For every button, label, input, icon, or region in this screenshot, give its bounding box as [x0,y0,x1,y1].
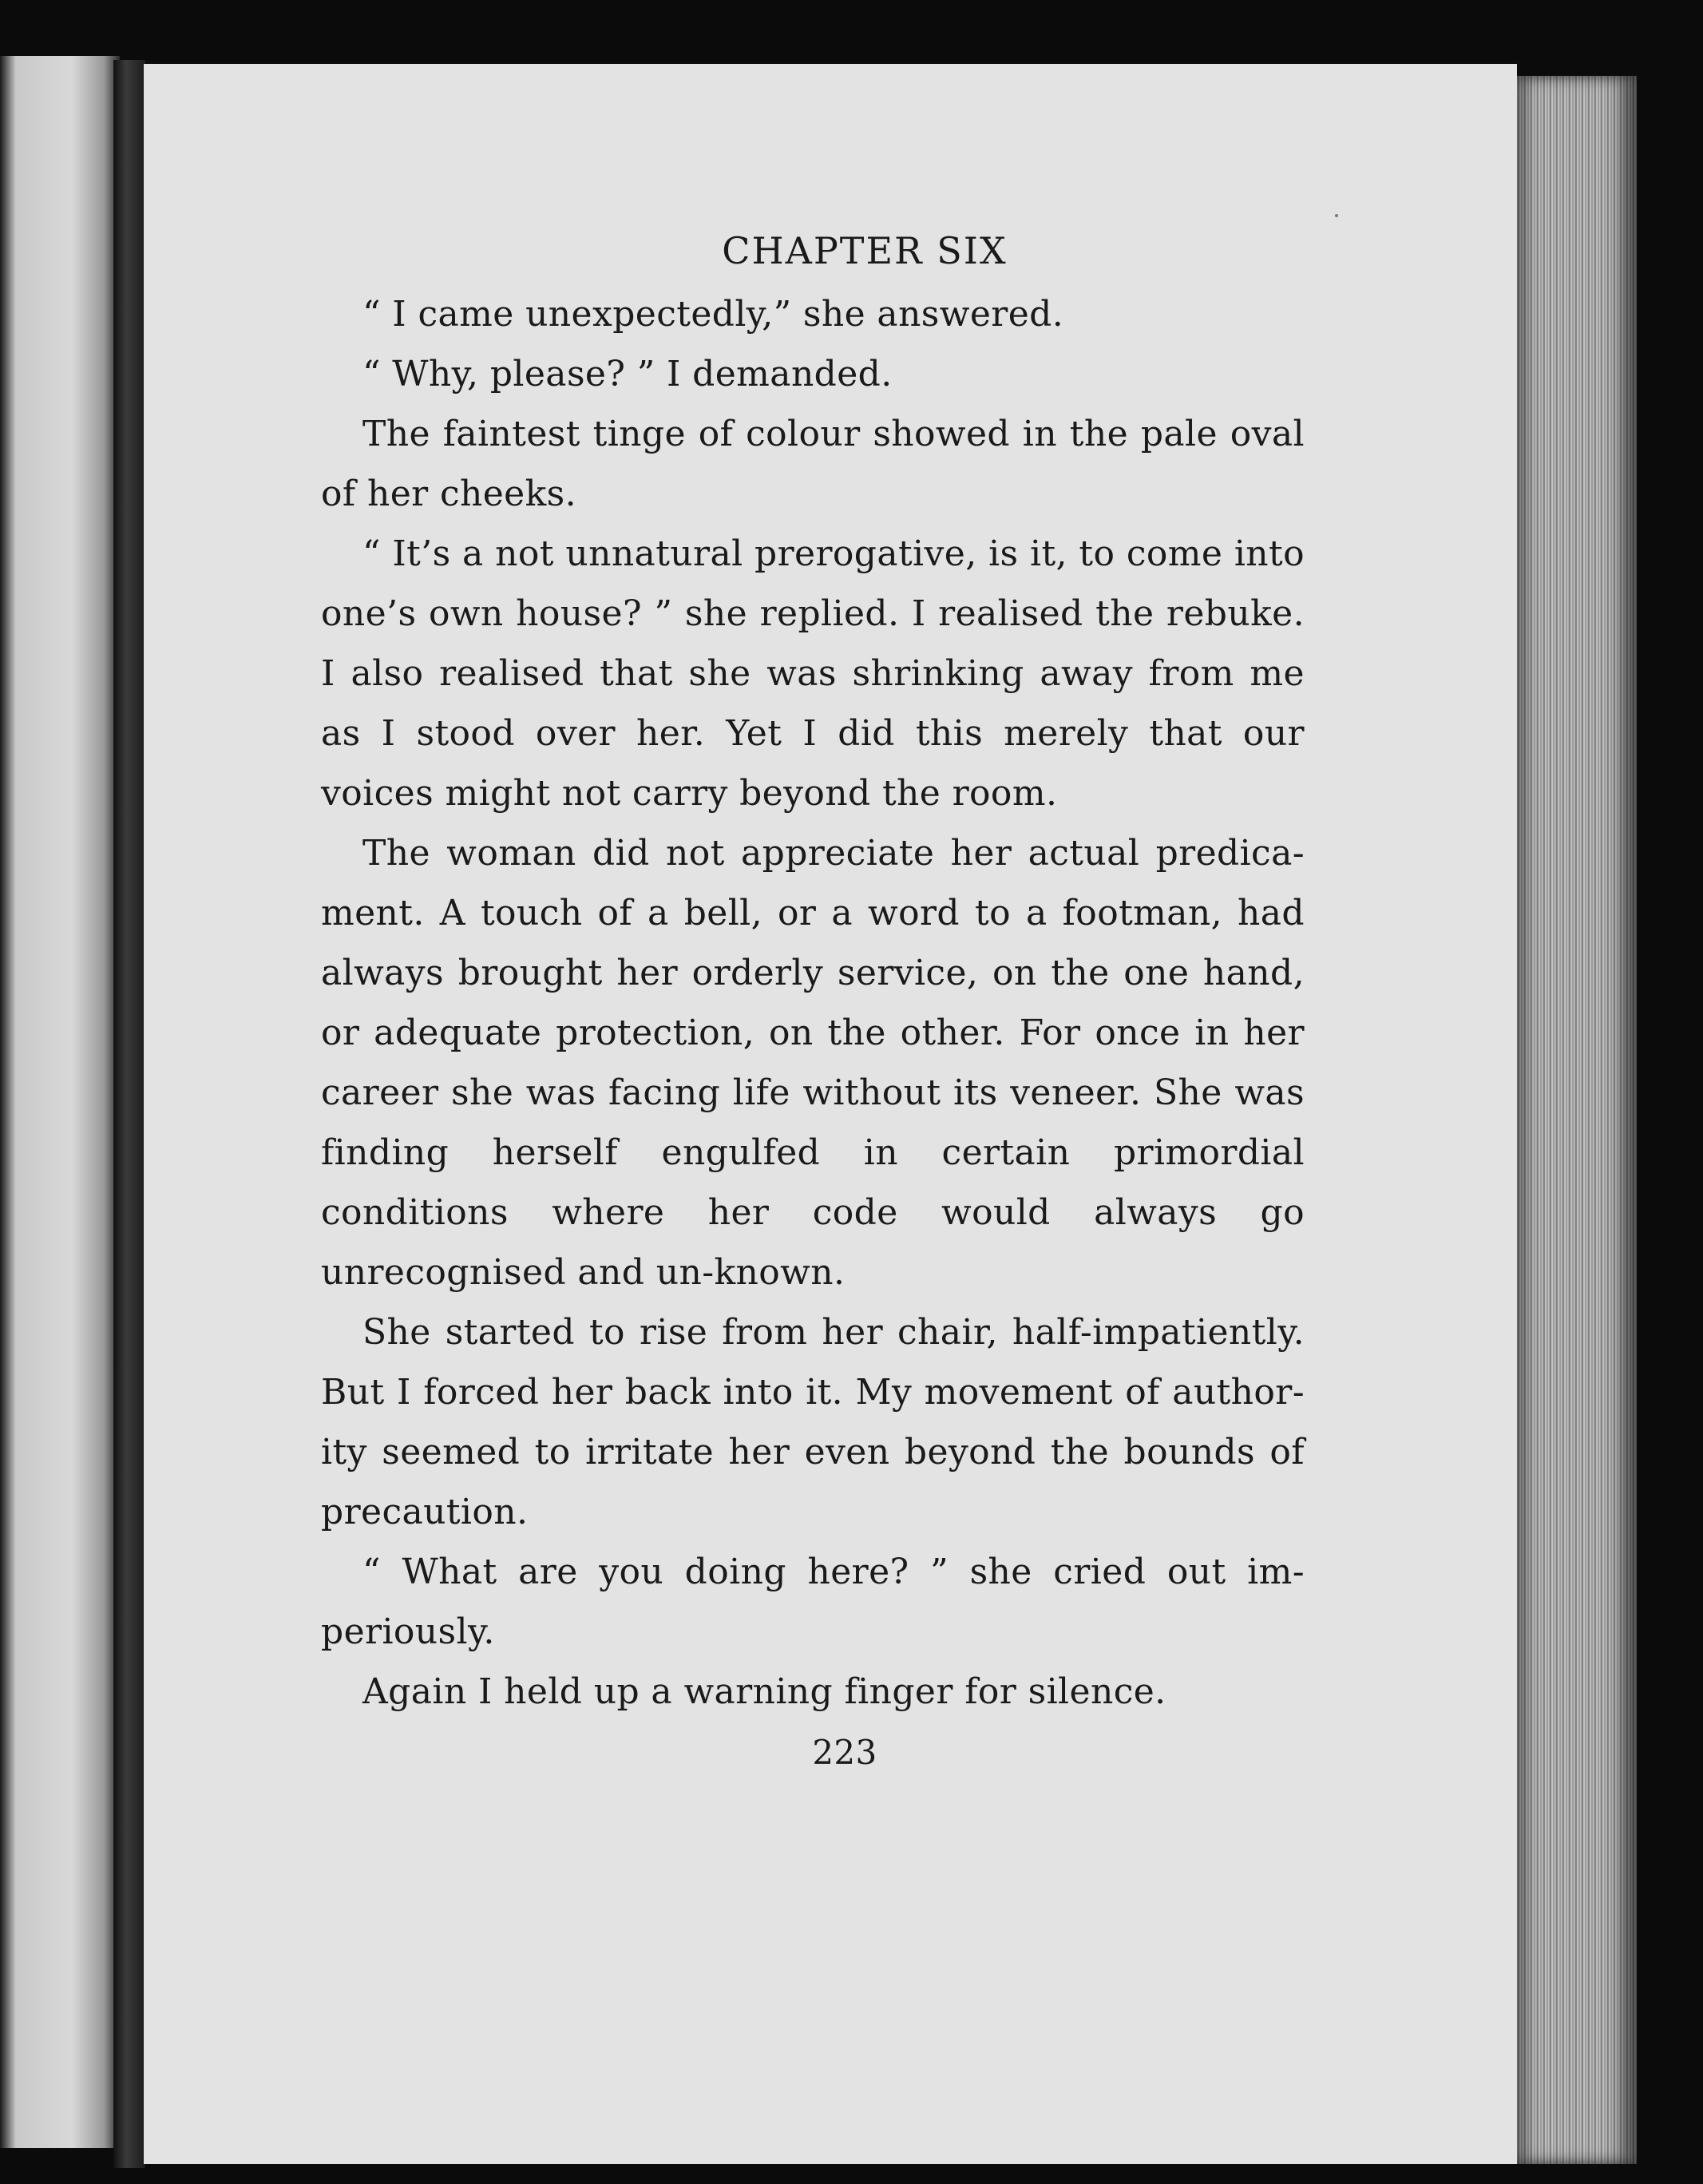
page-block-edge [1517,76,1637,2164]
paragraph: She started to rise from her chair, half-impatiently. But I forced her back into it. My movement of author-ity seemed to irritate her even beyond the bounds of precaution. [321,1312,1305,1532]
paragraph: “ It’s a not unnatural prerogative, is it, to come into one’s own house? ” she replied. I realised the rebuke. I also realised that she was shrinking away from me as I stood over her. Yet I did this merely that our voices might not carry beyond the room. [321,533,1305,814]
paragraph: Again I held up a warning finger for silence. [362,1671,1166,1712]
paragraph: “ Why, please? ” I demanded. [362,354,893,394]
paragraph: “ What are you doing here? ” she cried out im-periously. [321,1552,1305,1652]
facing-page-edge [0,56,120,2148]
book-gutter [113,60,145,2168]
chapter-title: CHAPTER SIX [722,229,1008,272]
paragraph: The woman did not appreciate her actual predica-ment. A touch of a bell, or a word to a footman, had always brought her orderly service, on the one hand, or adequate protection, on the other. For once in her career she was facing life without its veneer. She was finding herself engulfed in certain primordial conditions where her code would always go unrecognised and un-known. [321,833,1305,1293]
page-number: 223 [812,1733,877,1772]
page-text [321,222,1305,1781]
paragraph: “ I came unexpectedly,” she answered. [362,294,1064,335]
paragraph: The faintest tinge of colour showed in the pale oval of her cheeks. [321,414,1305,514]
scan-speck [1335,214,1338,217]
